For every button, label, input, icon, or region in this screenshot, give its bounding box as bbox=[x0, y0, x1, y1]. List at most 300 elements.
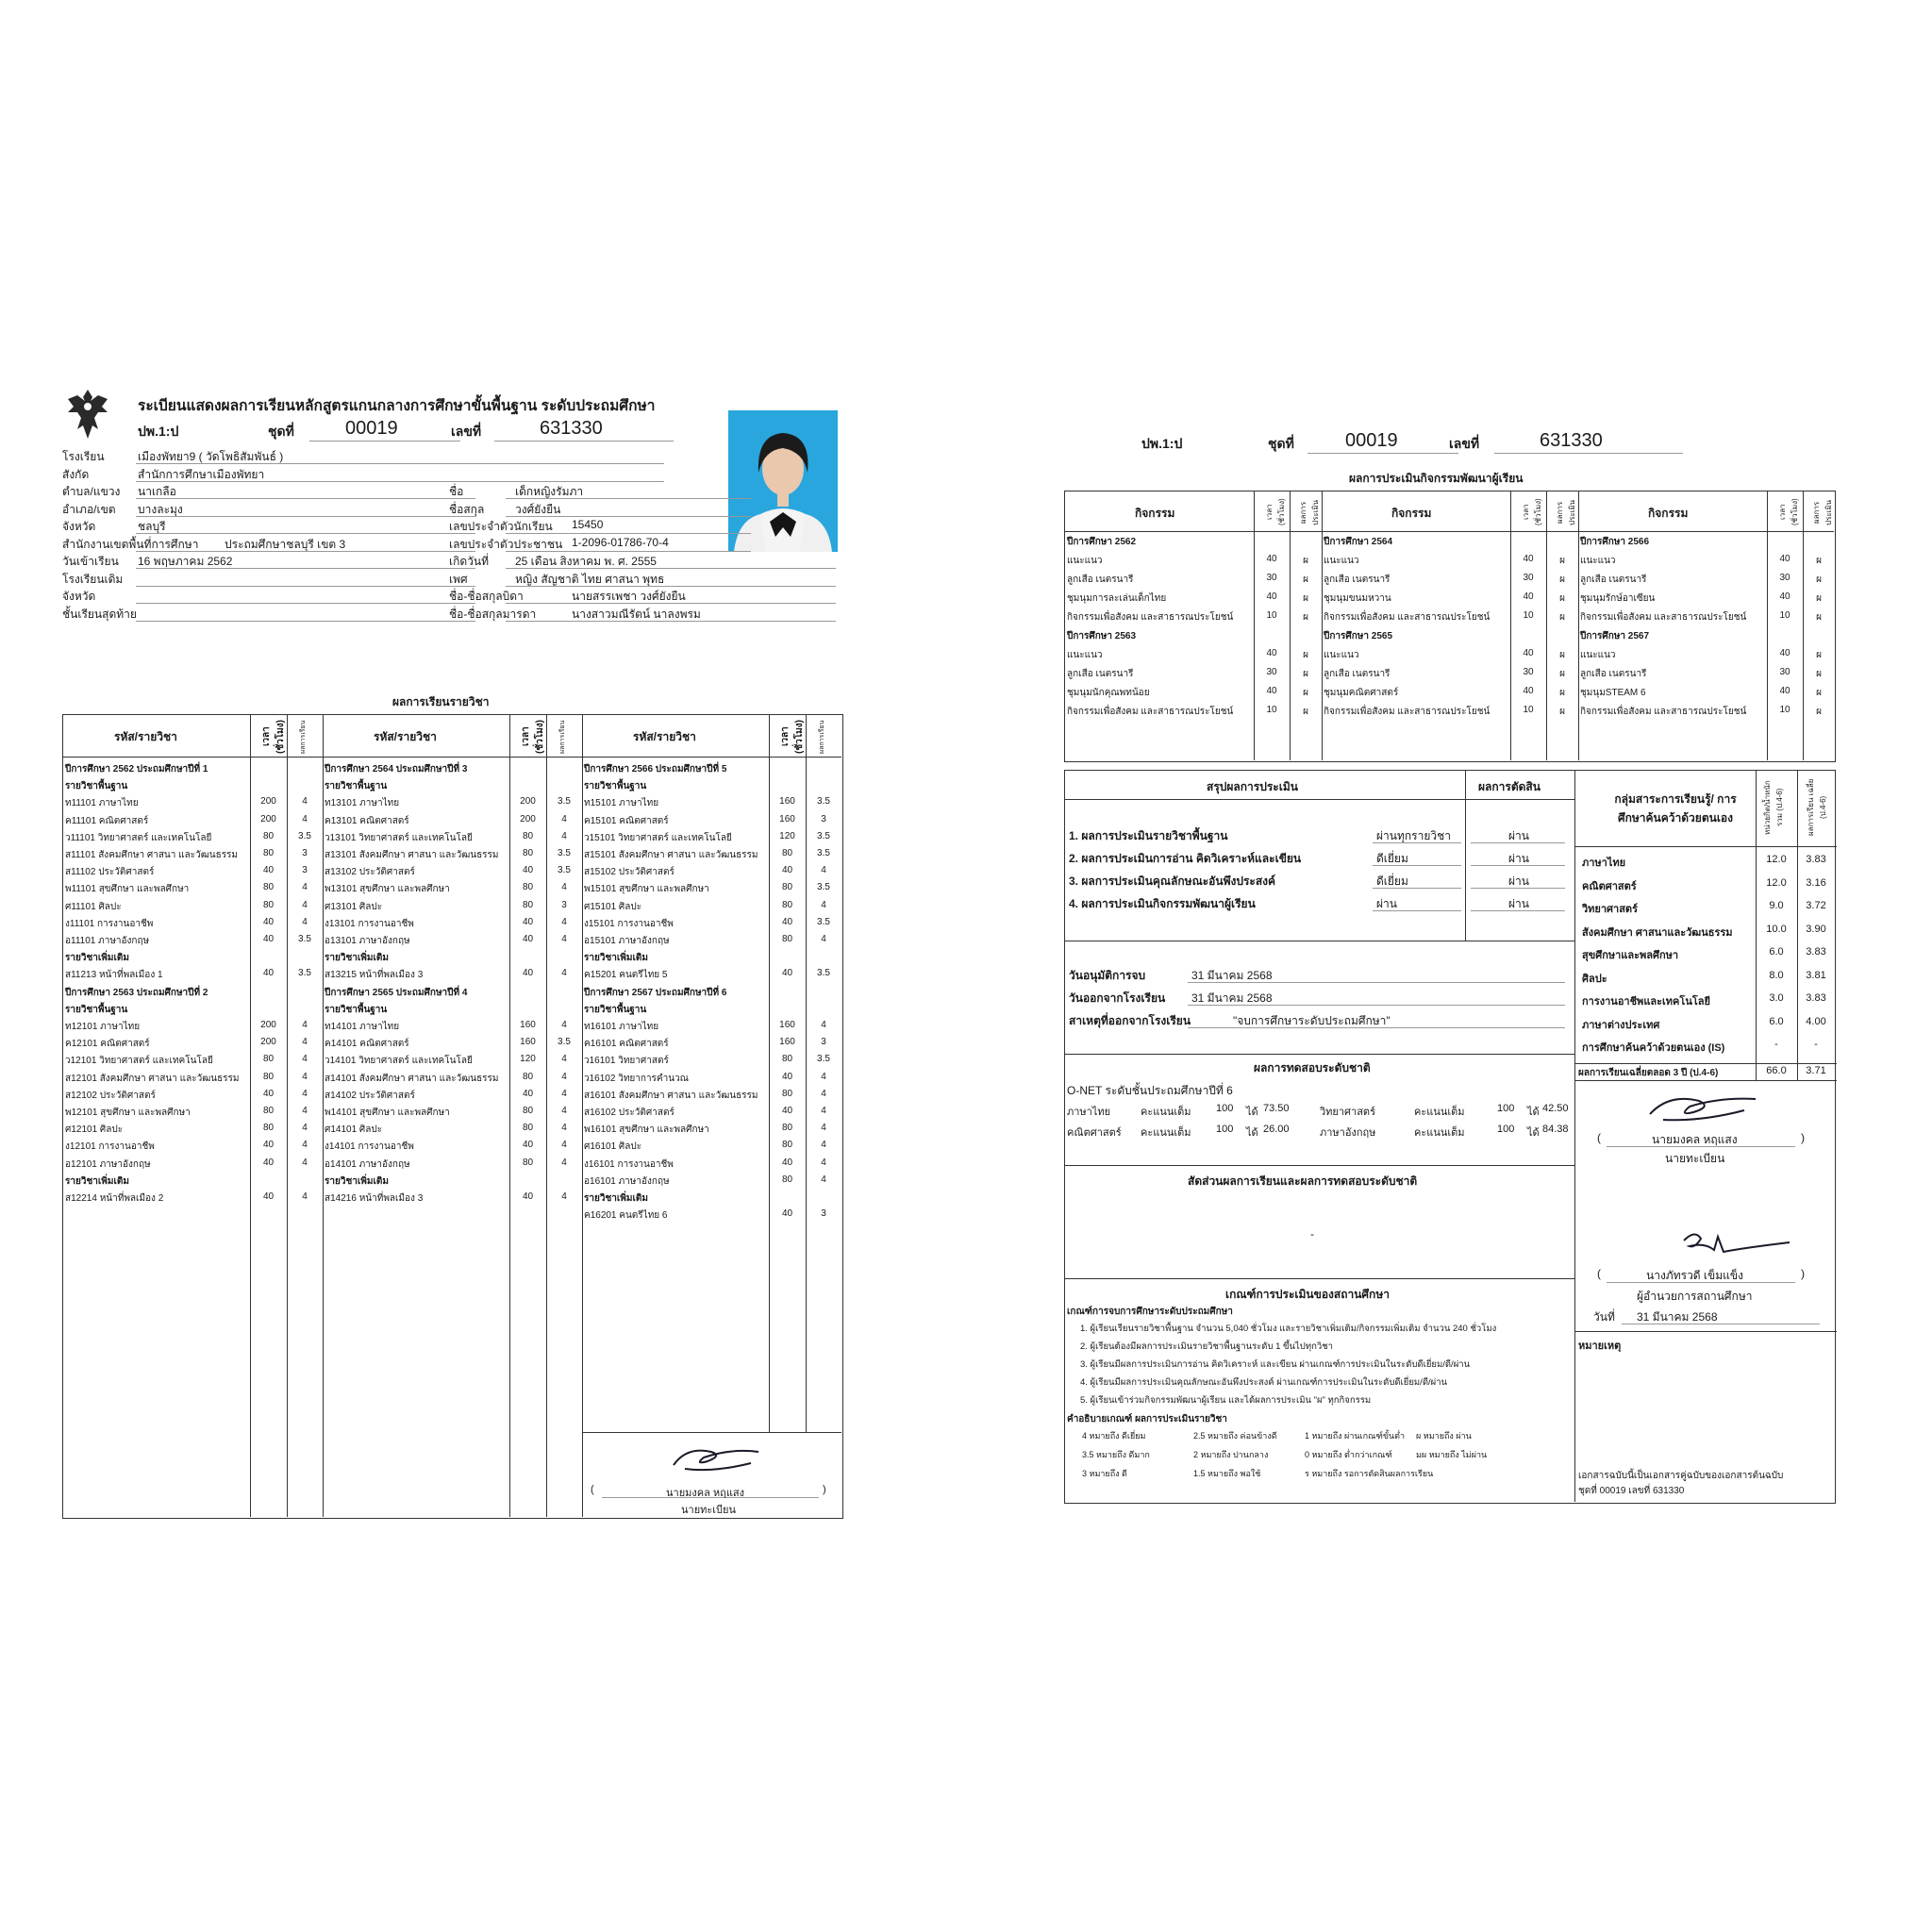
subject-hours: 80 bbox=[781, 1054, 793, 1065]
subject-grade: 3.5 bbox=[558, 865, 571, 876]
summary-item: 4. ผลการประเมินกิจกรรมพัฒนาผู้เรียน bbox=[1069, 897, 1256, 910]
info-label: ชั้นเรียนสุดท้าย bbox=[62, 607, 137, 621]
subject-hours: 80 bbox=[781, 899, 793, 910]
subject-grade: 4 bbox=[561, 1157, 567, 1168]
subject-hours: 40 bbox=[781, 968, 793, 979]
activity-result: ผ bbox=[1559, 688, 1565, 698]
onet-cell: 84.38 bbox=[1542, 1124, 1569, 1135]
activity-name: ปีการศึกษา 2565 bbox=[1324, 631, 1393, 641]
criteria-divider bbox=[1065, 1278, 1574, 1279]
group-credits: 6.0 bbox=[1769, 946, 1784, 958]
subject-name: ส13102 ประวัติศาสตร์ bbox=[325, 867, 415, 878]
subject-name: ง14101 การงานอาชีพ bbox=[325, 1141, 414, 1153]
activity-name: แนะแนว bbox=[1580, 556, 1616, 566]
subject-grade: 4 bbox=[561, 1106, 567, 1116]
onet-cell: ภาษาไทย bbox=[1067, 1107, 1111, 1118]
subject-grade: 4 bbox=[561, 1191, 567, 1202]
subject-grade: 3.5 bbox=[558, 796, 571, 808]
activity-hours: 30 bbox=[1523, 573, 1534, 583]
subject-hours: 40 bbox=[522, 1140, 534, 1151]
activity-name: ชุมนุมรักษ์อาเซียน bbox=[1580, 593, 1656, 604]
activity-header: กิจกรรม bbox=[1135, 507, 1175, 520]
subject-name: อ16101 ภาษาอังกฤษ bbox=[584, 1175, 670, 1187]
info-value: บางละมุง bbox=[138, 502, 183, 516]
document-number-2: 631330 bbox=[1540, 430, 1603, 451]
subject-hours: 40 bbox=[522, 1088, 534, 1099]
ratio-title: สัดส่วนผลการเรียนและผลการทดสอบระดับชาติ bbox=[1188, 1174, 1418, 1188]
gpa-bottom-line bbox=[1574, 1080, 1837, 1081]
group-grade: 3.90 bbox=[1806, 923, 1826, 935]
group-credits: 12.0 bbox=[1766, 854, 1787, 865]
subject-name: พ11101 สุขศึกษา และพลศึกษา bbox=[65, 884, 190, 895]
subject-name: ง16101 การงานอาชีพ bbox=[584, 1158, 674, 1170]
subject-name: ค16101 คณิตศาสตร์ bbox=[584, 1039, 669, 1050]
activity-result: ผ bbox=[1559, 556, 1565, 566]
info-value: วงศ์ยังยืน bbox=[515, 502, 561, 516]
registrar-name: นายมงคล หฤแสง bbox=[666, 1488, 745, 1499]
ratio-divider bbox=[1065, 1165, 1574, 1166]
info-underline bbox=[136, 586, 475, 587]
grade-explain-item: 4 หมายถึง ดีเยี่ยม bbox=[1082, 1431, 1146, 1441]
summary-judgement: ผ่าน bbox=[1508, 874, 1529, 888]
group-grade: - bbox=[1814, 1039, 1818, 1050]
activity-hours: 10 bbox=[1779, 610, 1790, 621]
info-value: นาเกลือ bbox=[138, 485, 176, 498]
activity-header: กิจกรรม bbox=[1648, 507, 1689, 520]
number-label: เลขที่ bbox=[451, 424, 482, 439]
registrar-title-2: นายทะเบียน bbox=[1665, 1152, 1725, 1165]
subject-grade: 4 bbox=[302, 1020, 308, 1030]
subject-hours: 40 bbox=[522, 934, 534, 944]
activity-name: แนะแนว bbox=[1324, 556, 1359, 566]
garuda-emblem-icon bbox=[66, 388, 109, 441]
subject-name: ส14101 สังคมศึกษา ศาสนา และวัฒนธรรม bbox=[325, 1073, 499, 1084]
subject-hours: 160 bbox=[520, 1037, 536, 1048]
subject-name: ว13101 วิทยาศาสตร์ และเทคโนโลยี bbox=[325, 832, 473, 843]
activity-result: ผ bbox=[1816, 575, 1822, 585]
group-credits: 8.0 bbox=[1769, 969, 1784, 981]
info-underline bbox=[136, 516, 475, 517]
subject-hours: 80 bbox=[522, 1106, 534, 1116]
graduation-label: วันออกจากโรงเรียน bbox=[1069, 991, 1166, 1005]
remark-title: หมายเหตุ bbox=[1578, 1341, 1622, 1352]
criteria-title: เกณฑ์การประเมินของสถานศึกษา bbox=[1225, 1288, 1390, 1301]
subject-hours: 160 bbox=[779, 1037, 795, 1048]
criteria-item: 3. ผู้เรียนมีผลการประเมินการอ่าน คิดวิเคราะห์ และเขียน ผ่านเกณฑ์การประเมินในระดับดีเยี่ยม/ดี/ผ่าน bbox=[1080, 1359, 1471, 1370]
subject-grade: 3.5 bbox=[298, 968, 311, 979]
activity-result: ผ bbox=[1303, 593, 1308, 604]
subject-name: ส11102 ประวัติศาสตร์ bbox=[65, 867, 155, 878]
info-label: ชื่อ-ชื่อสกุลมารดา bbox=[449, 607, 537, 621]
header-hours: เวลา (ชั่วโมง) bbox=[521, 720, 545, 754]
sig-underline bbox=[1607, 1282, 1795, 1283]
subject-name: ท11101 ภาษาไทย bbox=[65, 798, 139, 809]
subject-name: ว12101 วิทยาศาสตร์ และเทคโนโลยี bbox=[65, 1056, 213, 1067]
onet-cell: คะแนนเต็ม bbox=[1141, 1107, 1191, 1118]
onet-label: O-NET ระดับชั้นประถมศึกษาปีที่ 6 bbox=[1067, 1084, 1233, 1097]
activity-name: กิจกรรมเพื่อสังคม และสาธารณประโยชน์ bbox=[1580, 707, 1747, 717]
subject-hours: 40 bbox=[262, 968, 275, 979]
subject-hours: 200 bbox=[520, 813, 536, 824]
activities-title: ผลการประเมินกิจกรรมพัฒนาผู้เรียน bbox=[1349, 472, 1524, 485]
subject-name: ว16101 วิทยาศาสตร์ bbox=[584, 1056, 669, 1067]
subject-name: ปีการศึกษา 2564 ประถมศึกษาปีที่ 3 bbox=[325, 764, 468, 774]
header-divider bbox=[63, 757, 841, 758]
set-number: 00019 bbox=[345, 418, 398, 439]
info-value: 25 เดือน สิงหาคม พ. ศ. 2555 bbox=[515, 555, 657, 568]
header-grade: ผลการเรียน bbox=[559, 720, 566, 754]
subject-grade: 3 bbox=[302, 848, 308, 858]
registrar-signature bbox=[666, 1439, 770, 1476]
subject-name: ง15101 การงานอาชีพ bbox=[584, 918, 674, 929]
graduation-value: 31 มีนาคม 2568 bbox=[1191, 991, 1273, 1005]
header-hours: เวลา (ชั่วโมง) bbox=[261, 720, 286, 754]
subject-hours: 40 bbox=[781, 1208, 793, 1220]
sig-underline bbox=[1607, 1146, 1795, 1147]
summary-title: สรุปผลการประเมิน bbox=[1207, 780, 1298, 793]
subject-name: ง11101 การงานอาชีพ bbox=[65, 918, 154, 929]
activity-name: ชุมนุมการละเล่นเด็กไทย bbox=[1067, 593, 1167, 604]
subject-name: ส14102 ประวัติศาสตร์ bbox=[325, 1090, 415, 1101]
subject-grade: 4 bbox=[302, 1106, 308, 1116]
national-title: ผลการทดสอบระดับชาติ bbox=[1254, 1061, 1371, 1074]
subject-grade: 4 bbox=[821, 1174, 826, 1185]
subject-hours: 200 bbox=[520, 796, 536, 808]
info-label: ชื่อ bbox=[449, 485, 464, 498]
graduation-underline bbox=[1188, 1027, 1565, 1028]
activity-hours: 40 bbox=[1266, 686, 1277, 696]
subject-name: ท12101 ภาษาไทย bbox=[65, 1022, 141, 1032]
subject-grade: 3.5 bbox=[817, 916, 830, 927]
subject-hours: 80 bbox=[781, 934, 793, 944]
summary-value: ผ่านทุกรายวิชา bbox=[1376, 829, 1451, 842]
remark-ref: ชุดที่ 00019 เลขที่ 631330 bbox=[1578, 1486, 1685, 1496]
info-underline bbox=[136, 481, 664, 482]
subject-grade: 4 bbox=[561, 813, 567, 824]
info-underline bbox=[136, 463, 664, 464]
info-label: สำนักงานเขตพื้นที่การศึกษา bbox=[62, 537, 199, 551]
groups-grade-header: ผลการเรียน เฉลี่ย (ป.4-6) bbox=[1807, 778, 1827, 837]
transcript-page-front: ระเบียนแสดงผลการเรียนหลักสูตรแกนกลางการศึกษาขั้นพื้นฐาน ระดับประถมศึกษา ปพ.1:ป ชุดที่ 00019 เลขที่ 631330 โรงเรียน เมืองพัทยา9 ( วัดโพธิสัมพันธ์ ) สังกัด สำนักการศึกษาเมืองพัทยา ตำบล/แขวง นาเกลือ อำเภอ/เขต บางละมุง จังหวัด ชลบุรี สำนักงานเขตพื้นที่การศึกษา ประถมศึกษาชลบุรี เขต 3 วันเข้าเรียน 16 พฤษภาคม 2562 โรงเรียนเดิม จังหวัด ชั้นเรียนสุดท้าย ชื่อ เด็กหญิงรัมภา ชื่อสกุล วงศ์ยังยืน เลขประจำตัวนักเรียน 15450 เลขประจำตัวประชาชน 1-2096-01786-70-4 เกิดวันที่ 25 เดือน สิงหาคม พ. ศ. 2555 เพศ หญิง สัญชาติ ไทย ศาสนา พุทธ ชื่อ-ชื่อสกุลบิดา นายสรรเพชา วงศ์ยังยืน ชื่อ-ชื่อสกุลมารดา นางสาวมณีรัตน์ นาลงพรม ผลการเรียนรายวิชา รหัส/รายวิชา เวลา (ชั่วโมง) ผลการเรียน ปีการศึกษา 2562 ประถมศึกษาปีที่ 1 รายวิชาพื้นฐาน ท11101 ภาษาไทย 200 4 ค11101 คณิตศาสตร์ 200 4 ว11101 วิทยาศาสตร์ และเทคโนโลยี 80 3.5 ส11101 สังคมศึกษา ศาสนา และวัฒนธรรม 80 3 ส11102 ประวัติศาสตร์ 40 3 พ11101 สุขศึกษา และพลศึกษา 80 4 ศ11101 ศิลปะ 80 4 ง11101 การงานอาชีพ 40 4 อ11101 ภาษาอังกฤษ 40 3.5 รายวิชาเพิ่มเติม ส11213 หน้าที่พลเมือง 1 40 3.5 ปีการศึกษา 2563 ประถมศึกษาปีที่ 2 รายวิชาพื้นฐาน ท12101 ภาษาไทย 200 4 ค12101 คณิตศาสตร์ 200 4 ว12101 วิทยาศาสตร์ และเทคโนโลยี 80 4 ส12101 สังคมศึกษา ศาสนา และวัฒนธรรม 80 4 ส12102 ประวัติศาสตร์ 40 4 พ12101 สุขศึกษา และพลศึกษา 80 4 ศ12101 ศิลปะ 80 4 ง12101 การงานอาชีพ 40 4 อ12101 ภาษาอังกฤษ 40 4 รายวิชาเพิ่มเติม ส12214 หน้าที่พลเมือง 2 40 4 รหัส/รายวิชา เวลา (ชั่วโมง) ผลการเรียน ปีการศึกษา 2564 ประถมศึกษาปีที่ 3 รายวิชาพื้นฐาน ท13101 ภาษาไทย 200 3.5 ค13101 คณิตศาสตร์ 200 4 ว13101 วิทยาศาสตร์ และเทคโนโลยี 80 4 ส13101 สังคมศึกษา ศาสนา และวัฒนธรรม 80 3.5 ส13102 ประวัติศาสตร์ 40 3.5 พ13101 สุขศึกษา และพลศึกษา 80 4 ศ13101 ศิลปะ 80 3 ง13101 การงานอาชีพ 40 4 อ13101 ภาษาอังกฤษ 40 4 รายวิชาเพิ่มเติม ส13215 หน้าที่พลเมือง 3 40 4 ปีการศึกษา 2565 ประถมศึกษาปีที่ 4 รายวิชาพื้นฐาน ท14101 ภาษาไทย 160 4 ค14101 คณิตศาสตร์ 160 3.5 ว14101 วิทยาศาสตร์ และเทคโนโลยี 120 4 ส14101 สังคมศึกษา ศาสนา และวัฒนธรรม 80 4 ส14102 ประวัติศาสตร์ 40 4 พ14101 สุขศึกษา และพลศึกษา 80 4 ศ14101 ศิลปะ 80 4 ง14101 การงานอาชีพ 40 4 อ14101 ภาษาอังกฤษ 80 4 รายวิชาเพิ่มเติม ส14216 หน้าที่พลเมือง 3 40 4 รหัส/รายวิชา เวลา (ชั่วโมง) ผลการเรียน ปีการศึกษา 2566 ประถมศึกษาปีที่ 5 รายวิชาพื้นฐาน ท15101 ภาษาไทย 160 3.5 ค15101 คณิตศาสตร์ 160 3 ว15101 วิทยาศาสตร์ และเทคโนโลยี 120 3.5 ส15101 สังคมศึกษา ศาสนา และวัฒนธรรม 80 3.5 ส15102 ประวัติศาสตร์ 40 4 พ15101 สุขศึกษา และพลศึกษา 80 3.5 ศ15101 ศิลปะ 80 4 ง15101 การงานอาชีพ 40 3.5 อ15101 ภาษาอังกฤษ 80 4 รายวิชาเพิ่มเติม ค15201 คนตรีไทย 5 40 3.5 ปีการศึกษา 2567 ประถมศึกษาปีที่ 6 รายวิชาพื้นฐาน ท16101 ภาษาไทย 160 4 ค16101 คณิตศาสตร์ 160 3 ว16101 วิทยาศาสตร์ 80 3.5 ว16102 วิทยาการคำนวณ 40 4 ส16101 สังคมศึกษา ศาสนา และวัฒนธรรม 80 4 ส16102 ประวัติศาสตร์ 40 4 พ16101 สุขศึกษา และพลศึกษา 80 4 ศ16101 ศิลปะ 80 4 ง16101 การงานอาชีพ 40 4 อ16101 ภาษาอังกฤษ 80 4 รายวิชาเพิ่มเติม ค16201 คนตรีไทย 6 40 3 ( ) นายมงคล หฤแสง นายทะเบียน bbox=[62, 382, 843, 1533]
subject-hours: 160 bbox=[779, 813, 795, 824]
subject-grade: 4 bbox=[561, 1020, 567, 1030]
info-value: ประถมศึกษาชลบุรี เขต 3 bbox=[225, 537, 346, 551]
subject-hours: 40 bbox=[522, 968, 534, 979]
group-name: การงานอาชีพและเทคโนโลยี bbox=[1582, 996, 1710, 1008]
paren-right: ) bbox=[1801, 1267, 1805, 1280]
subject-grade: 4 bbox=[561, 882, 567, 893]
summary-item: 2. ผลการประเมินการอ่าน คิดวิเคราะห์และเขียน bbox=[1069, 852, 1302, 865]
activity-hours: 40 bbox=[1266, 554, 1277, 564]
summary-underline bbox=[1373, 910, 1461, 911]
activity-hours: 10 bbox=[1266, 705, 1277, 715]
subject-hours: 80 bbox=[262, 899, 275, 910]
subject-name: ค11101 คณิตศาสตร์ bbox=[65, 815, 149, 826]
gpa-credits: 66.0 bbox=[1766, 1065, 1787, 1076]
activity-result: ผ bbox=[1559, 669, 1565, 679]
set-number-2: 00019 bbox=[1345, 430, 1398, 451]
info-value: เมืองพัทยา9 ( วัดโพธิสัมพันธ์ ) bbox=[138, 450, 284, 463]
paren-right: ) bbox=[1801, 1131, 1805, 1144]
subject-hours: 40 bbox=[781, 1106, 793, 1116]
subject-name: รายวิชาพื้นฐาน bbox=[65, 1004, 128, 1015]
activity-hours: 40 bbox=[1266, 648, 1277, 658]
subject-grade: 4 bbox=[302, 1140, 308, 1151]
activity-name: แนะแนว bbox=[1067, 650, 1103, 660]
info-label: โรงเรียน bbox=[62, 450, 105, 463]
groups-header-line bbox=[1574, 846, 1837, 847]
onet-cell: คณิตศาสตร์ bbox=[1067, 1127, 1122, 1139]
judgement-title: ผลการตัดสิน bbox=[1478, 780, 1541, 793]
date-value: 31 มีนาคม 2568 bbox=[1637, 1310, 1718, 1324]
activity-name: กิจกรรมเพื่อสังคม และสาธารณประโยชน์ bbox=[1324, 707, 1491, 717]
header-subject: รหัส/รายวิชา bbox=[114, 730, 177, 743]
paren-left: ( bbox=[1597, 1131, 1601, 1144]
info-label: ชื่อสกุล bbox=[449, 502, 485, 516]
activity-hours-header: เวลา (ชั่วโมง) bbox=[1522, 498, 1542, 526]
activity-name: ลูกเสือ เนตรนารี bbox=[1067, 575, 1134, 585]
subject-grade: 3.5 bbox=[817, 830, 830, 841]
subject-hours: 80 bbox=[522, 830, 534, 841]
paren-left: ( bbox=[1597, 1267, 1601, 1280]
activity-result: ผ bbox=[1303, 556, 1308, 566]
info-label: วันเข้าเรียน bbox=[62, 555, 119, 568]
activity-name: ชุมนุมคณิตศาสตร์ bbox=[1324, 688, 1399, 698]
summary-underline bbox=[1373, 865, 1461, 866]
group-credits: 12.0 bbox=[1766, 876, 1787, 889]
subject-hours: 120 bbox=[779, 830, 795, 841]
subject-grade: 4 bbox=[821, 1106, 826, 1116]
subject-name: อ12101 ภาษาอังกฤษ bbox=[65, 1158, 151, 1170]
subject-name: รายวิชาพื้นฐาน bbox=[584, 1004, 647, 1015]
subject-name: ท16101 ภาษาไทย bbox=[584, 1022, 659, 1032]
info-underline bbox=[506, 568, 836, 569]
summary-underline bbox=[1471, 842, 1565, 843]
group-name: ภาษาต่างประเทศ bbox=[1582, 1019, 1660, 1031]
subject-name: ท15101 ภาษาไทย bbox=[584, 798, 659, 809]
subject-hours: 80 bbox=[262, 848, 275, 858]
group-name: ศิลปะ bbox=[1582, 973, 1607, 985]
subject-name: ปีการศึกษา 2566 ประถมศึกษาปีที่ 5 bbox=[584, 764, 727, 774]
subject-hours: 160 bbox=[520, 1020, 536, 1030]
director-name: นางภัทรวดี เข็มแข็ง bbox=[1646, 1269, 1743, 1282]
subject-grade: 4 bbox=[561, 1123, 567, 1134]
info-value: หญิง สัญชาติ ไทย ศาสนา พุทธ bbox=[515, 572, 665, 586]
grade-explain-item: 1 หมายถึง ผ่านเกณฑ์ขั้นต่ำ bbox=[1305, 1431, 1406, 1441]
activity-hours: 40 bbox=[1523, 554, 1534, 564]
remark-line bbox=[1574, 1331, 1837, 1332]
subject-grade: 4 bbox=[302, 882, 308, 893]
info-label: โรงเรียนเดิม bbox=[62, 572, 124, 586]
subject-hours: 80 bbox=[781, 1140, 793, 1151]
activity-result-header: ผลการประเมิน bbox=[1812, 499, 1833, 525]
subject-hours: 40 bbox=[262, 934, 275, 944]
results-title: ผลการเรียนรายวิชา bbox=[392, 695, 490, 708]
student-photo bbox=[728, 410, 838, 552]
info-value: นายสรรเพชา วงศ์ยังยืน bbox=[572, 590, 686, 603]
registrar-title: นายทะเบียน bbox=[681, 1505, 737, 1516]
info-value: นางสาวมณีรัตน์ นาลงพรม bbox=[572, 607, 701, 621]
summary-item: 1. ผลการประเมินรายวิชาพื้นฐาน bbox=[1069, 829, 1228, 842]
info-underline bbox=[506, 533, 751, 534]
criteria-item: 4. ผู้เรียนมีผลการประเมินคุณลักษณะอันพึงประสงค์ ผ่านเกณฑ์การประเมินในระดับดีเยี่ยม/ดี/ผ่าน bbox=[1080, 1377, 1448, 1388]
onet-cell: วิทยาศาสตร์ bbox=[1320, 1107, 1375, 1118]
group-grade: 3.72 bbox=[1806, 900, 1826, 911]
header-grade: ผลการเรียน bbox=[819, 720, 825, 754]
criteria-item: 2. ผู้เรียนต้องมีผลการประเมินรายวิชาพื้นฐานระดับ 1 ขึ้นไปทุกวิชา bbox=[1080, 1341, 1333, 1352]
subject-grade: 4 bbox=[561, 968, 567, 979]
subject-grade: 3.5 bbox=[298, 830, 311, 841]
info-value: สำนักการศึกษาเมืองพัทยา bbox=[138, 467, 265, 481]
date-label: วันที่ bbox=[1593, 1310, 1615, 1324]
ratio-value: - bbox=[1310, 1227, 1314, 1241]
group-grade: 3.83 bbox=[1806, 992, 1826, 1004]
summary-underline bbox=[1373, 842, 1461, 843]
column-divider bbox=[323, 715, 324, 1517]
criteria-item: 5. ผู้เรียนเข้าร่วมกิจกรรมพัฒนาผู้เรียน และได้ผลการประเมิน "ผ" ทุกกิจกรรม bbox=[1080, 1395, 1372, 1406]
summary-judgement: ผ่าน bbox=[1508, 852, 1529, 865]
grade-explain-item: 2.5 หมายถึง ค่อนข้างดี bbox=[1193, 1431, 1277, 1441]
activity-name: ลูกเสือ เนตรนารี bbox=[1580, 669, 1647, 679]
summary-value: ดีเยี่ยม bbox=[1376, 852, 1408, 865]
subject-name: ท13101 ภาษาไทย bbox=[325, 798, 400, 809]
subject-hours: 80 bbox=[781, 1088, 793, 1099]
grade-explain-item: ร หมายถึง รอการตัดสินผลการเรียน bbox=[1305, 1469, 1434, 1478]
activity-hours: 30 bbox=[1523, 667, 1534, 677]
group-credits: 10.0 bbox=[1766, 923, 1787, 935]
info-label: เกิดวันที่ bbox=[449, 555, 490, 568]
onet-cell: ได้ bbox=[1246, 1127, 1258, 1139]
subject-hours: 40 bbox=[781, 1071, 793, 1082]
activity-result: ผ bbox=[1303, 650, 1308, 660]
info-underline bbox=[506, 551, 751, 552]
activity-name: ปีการศึกษา 2563 bbox=[1067, 631, 1137, 641]
activity-name: ปีการศึกษา 2566 bbox=[1580, 537, 1650, 547]
criteria-subtitle: เกณฑ์การจบการศึกษาระดับประถมศึกษา bbox=[1067, 1307, 1233, 1317]
info-value: 16 พฤษภาคม 2562 bbox=[138, 555, 233, 568]
subject-name: พ14101 สุขศึกษา และพลศึกษา bbox=[325, 1108, 450, 1118]
subject-hours: 160 bbox=[779, 796, 795, 808]
info-label: ตำบล/แขวง bbox=[62, 485, 121, 498]
group-name: คณิตศาสตร์ bbox=[1582, 880, 1637, 892]
subject-grade: 3.5 bbox=[817, 796, 830, 808]
activity-hours: 10 bbox=[1523, 705, 1534, 715]
grade-explain-item: 3 หมายถึง ดี bbox=[1082, 1469, 1127, 1478]
subject-grade: 4 bbox=[561, 1054, 567, 1065]
activity-hours: 10 bbox=[1266, 610, 1277, 621]
subject-hours: 200 bbox=[260, 796, 276, 808]
subject-grade: 4 bbox=[302, 1157, 308, 1168]
divider-judge bbox=[1465, 771, 1466, 941]
document-title: ระเบียนแสดงผลการเรียนหลักสูตรแกนกลางการศึกษาขั้นพื้นฐาน ระดับประถมศึกษา bbox=[138, 398, 656, 414]
info-label: เลขประจำตัวนักเรียน bbox=[449, 520, 553, 533]
subject-name: พ13101 สุขศึกษา และพลศึกษา bbox=[325, 884, 450, 895]
subject-grade: 4 bbox=[561, 1071, 567, 1082]
form-code-2: ปพ.1:ป bbox=[1141, 436, 1183, 451]
subject-name: รายวิชาเพิ่มเติม bbox=[65, 1175, 129, 1187]
activity-hours: 40 bbox=[1523, 591, 1534, 602]
set-label-2: ชุดที่ bbox=[1268, 436, 1294, 451]
activity-header: กิจกรรม bbox=[1391, 507, 1432, 520]
subject-grade: 4 bbox=[302, 899, 308, 910]
onet-cell: คะแนนเต็ม bbox=[1414, 1107, 1465, 1118]
activity-hours: 40 bbox=[1779, 591, 1790, 602]
subject-name: รายวิชาเพิ่มเติม bbox=[584, 953, 648, 964]
subject-hours: 40 bbox=[781, 916, 793, 927]
subject-hours: 80 bbox=[522, 1157, 534, 1168]
info-label: สังกัด bbox=[62, 467, 90, 481]
form-code: ปพ.1:ป bbox=[138, 424, 179, 439]
subject-hours: 40 bbox=[781, 865, 793, 876]
subject-grade: 4 bbox=[821, 1020, 826, 1030]
subject-grade: 4 bbox=[302, 1054, 308, 1065]
registrar-name-2: นายมงคล หฤแสง bbox=[1652, 1133, 1738, 1146]
director-signature bbox=[1676, 1227, 1799, 1261]
info-value: 15450 bbox=[572, 518, 604, 531]
activity-hours: 30 bbox=[1266, 573, 1277, 583]
group-name: ภาษาไทย bbox=[1582, 858, 1626, 869]
subject-grade: 4 bbox=[302, 1071, 308, 1082]
onet-cell: 100 bbox=[1497, 1124, 1515, 1135]
subject-hours: 200 bbox=[260, 813, 276, 824]
activity-result: ผ bbox=[1559, 575, 1565, 585]
subject-hours: 80 bbox=[781, 1123, 793, 1134]
onet-cell: ได้ bbox=[1527, 1127, 1540, 1139]
info-label: ชื่อ-ชื่อสกุลบิดา bbox=[449, 590, 524, 603]
subject-name: ว14101 วิทยาศาสตร์ และเทคโนโลยี bbox=[325, 1056, 473, 1067]
gpa-value: 3.71 bbox=[1806, 1065, 1826, 1076]
subject-name: รายวิชาพื้นฐาน bbox=[65, 781, 128, 792]
group-grade: 3.16 bbox=[1806, 876, 1826, 889]
activity-name: ปีการศึกษา 2567 bbox=[1580, 631, 1650, 641]
info-underline bbox=[136, 498, 475, 499]
activity-name: ลูกเสือ เนตรนารี bbox=[1324, 669, 1391, 679]
subject-hours: 40 bbox=[522, 865, 534, 876]
subject-hours: 80 bbox=[522, 1123, 534, 1134]
activity-name: ลูกเสือ เนตรนารี bbox=[1324, 575, 1391, 585]
subject-name: ท14101 ภาษาไทย bbox=[325, 1022, 400, 1032]
subject-name: ส14216 หน้าที่พลเมือง 3 bbox=[325, 1193, 424, 1204]
header-subject: รหัส/รายวิชา bbox=[374, 730, 437, 743]
subject-grade: 4 bbox=[302, 1123, 308, 1134]
subject-hours: 80 bbox=[522, 1071, 534, 1082]
subject-name: ศ16101 ศิลปะ bbox=[584, 1141, 642, 1153]
subject-hours: 80 bbox=[522, 899, 534, 910]
grade-explain-title: คำอธิบายเกณฑ์ ผลการประเมินรายวิชา bbox=[1067, 1414, 1227, 1424]
subject-grade: 4 bbox=[821, 1157, 826, 1168]
activity-hours: 30 bbox=[1779, 573, 1790, 583]
set-label: ชุดที่ bbox=[268, 424, 294, 439]
signature-divider bbox=[582, 1432, 841, 1433]
subject-name: ศ14101 ศิลปะ bbox=[325, 1124, 383, 1136]
subject-hours: 40 bbox=[262, 865, 275, 876]
graduation-value: 31 มีนาคม 2568 bbox=[1191, 969, 1273, 982]
activity-hours: 40 bbox=[1779, 554, 1790, 564]
group-name: การศึกษาค้นคว้าด้วยตนเอง (IS) bbox=[1582, 1042, 1725, 1054]
subject-name: รายวิชาเพิ่มเติม bbox=[65, 953, 129, 964]
onet-cell: 100 bbox=[1497, 1103, 1515, 1114]
subject-name: ค16201 คนตรีไทย 6 bbox=[584, 1210, 668, 1222]
subject-name: อ11101 ภาษาอังกฤษ bbox=[65, 936, 150, 946]
subject-hours: 40 bbox=[781, 1157, 793, 1168]
subject-hours: 80 bbox=[262, 1106, 275, 1116]
remark-text: เอกสารฉบับนี้เป็นเอกสารคู่ฉบับของเอกสารต้นฉบับ bbox=[1578, 1471, 1784, 1481]
subject-grade: 3.5 bbox=[298, 934, 311, 944]
activity-hours: 40 bbox=[1523, 686, 1534, 696]
groups-header: กลุ่มสาระการเรียนรู้/ การศึกษาค้นคว้าด้วยตนเอง bbox=[1614, 792, 1737, 824]
subject-hours: 40 bbox=[262, 1140, 275, 1151]
activity-hours: 40 bbox=[1266, 591, 1277, 602]
